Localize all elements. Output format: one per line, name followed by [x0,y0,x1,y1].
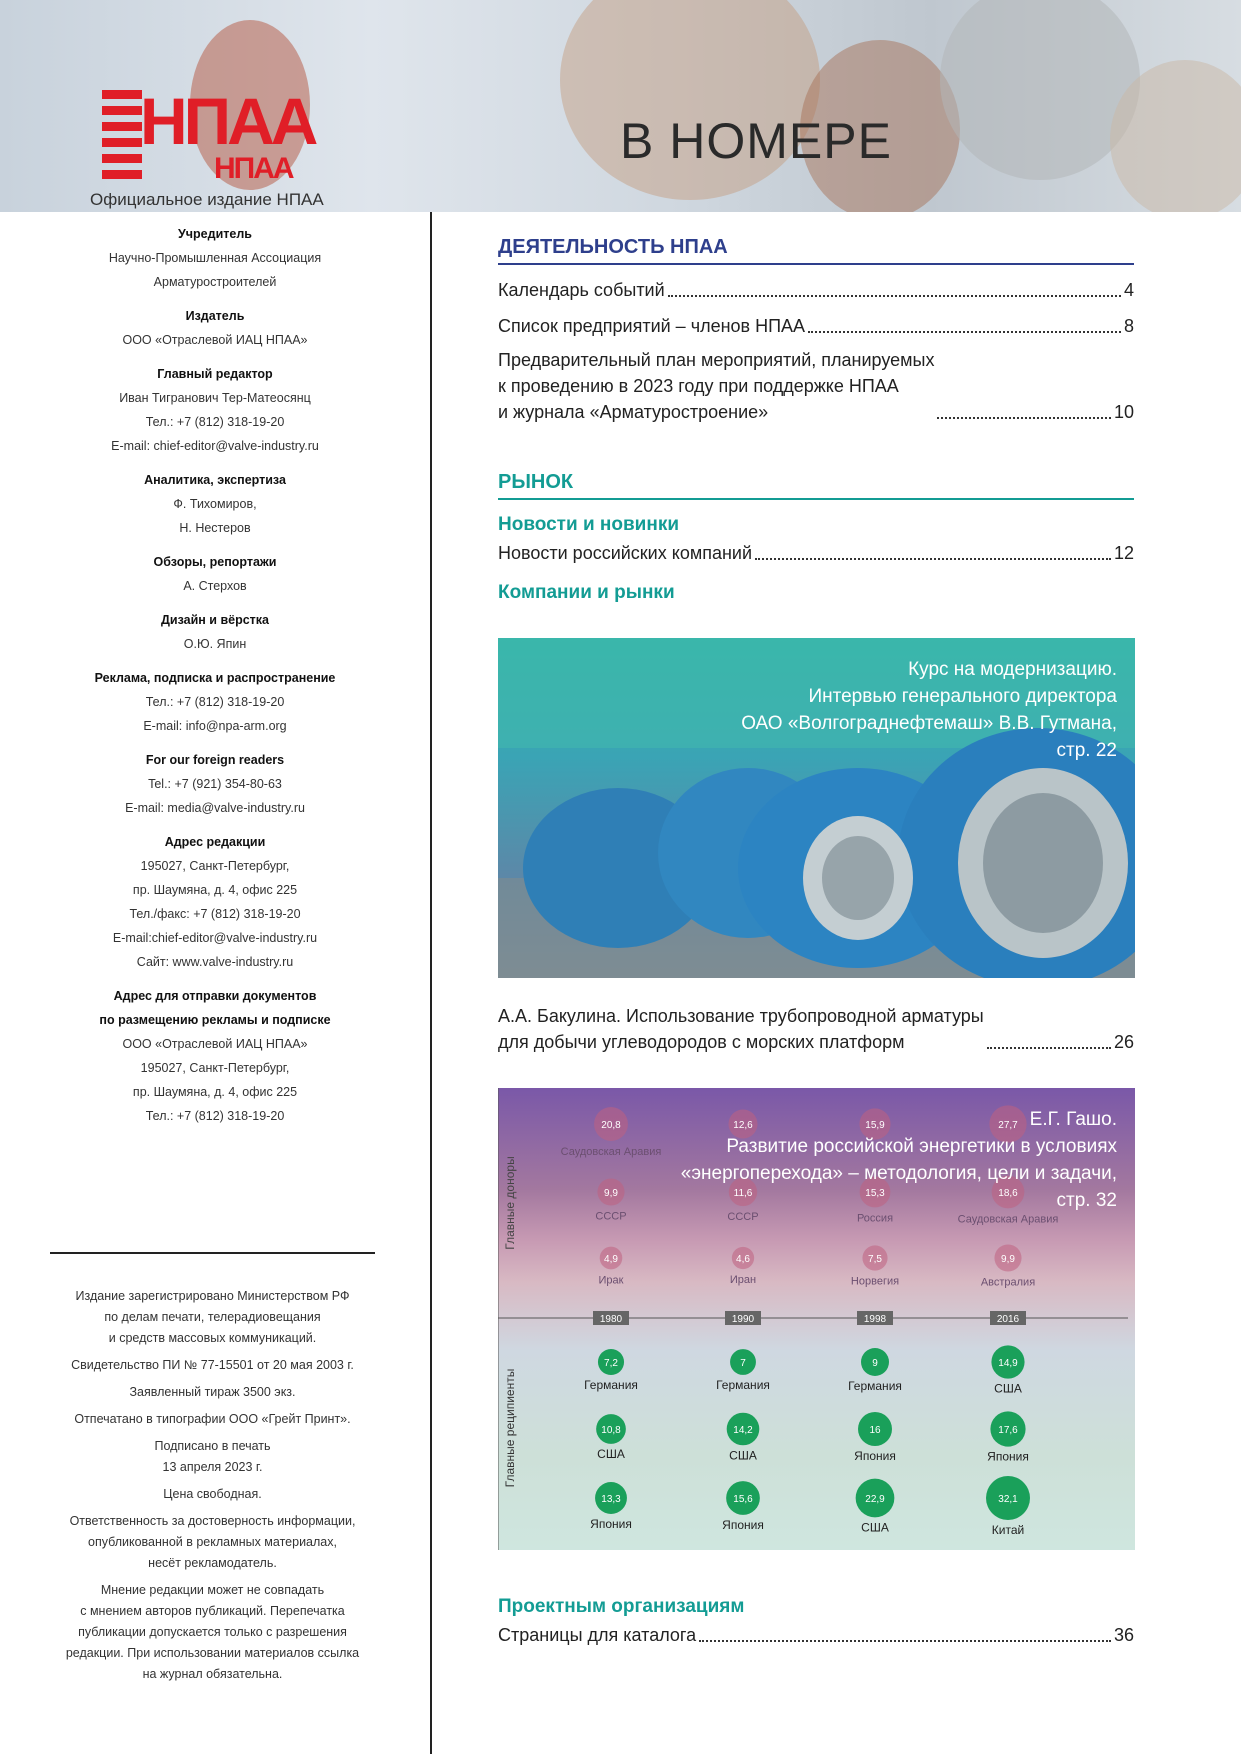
legal-paragraph: Мнение редакции может не совпадать с мнением авторов публикаций. Перепечатка публикации допускается только с разрешения редакции. При использовании материалов ссылка на журнал обязательна. [65,1583,360,1681]
imprint-heading: For our foreign readers [145,753,285,767]
toc-leader [808,331,1121,333]
donor-country: Россия [856,1212,894,1225]
interview-caption: Курс на модернизацию. Интервью генерального директора ОАО «Волгограднефтемаш» В.В. Гутмана, стр. 22 [741,659,1117,761]
donor-country: Саудовская Аравия [957,1213,1059,1226]
subsection-design-title: Проектным организациям [498,1596,745,1617]
toc-item[interactable] [498,540,1134,566]
year-label: 2016 [996,1314,1020,1325]
toc-item[interactable] [498,347,1134,425]
recipient-country: Япония [987,1449,1029,1464]
donor-value: 9,9 [604,1188,618,1199]
recipient-value: 17,6 [998,1425,1018,1436]
donor-value: 20,8 [601,1120,621,1131]
imprint-line: пр. Шаумяна, д. 4, офис 225 [132,883,298,897]
recipient-value: 32,1 [998,1494,1018,1505]
imprint-heading: Адрес для отправки документов по размещению рекламы и подписке [99,989,331,1027]
imprint-heading: Учредитель [178,227,252,241]
section-npaa-title: ДЕЯТЕЛЬНОСТЬ НПАА [498,236,1134,265]
section-market-title: РЫНОК [498,471,1134,500]
imprint-heading: Главный редактор [157,367,273,381]
recipient-country: Германия [584,1378,638,1393]
imprint-line: Сайт: www.valve-industry.ru [136,955,294,969]
imprint-line: E-mail: info@npa-arm.org [143,719,287,733]
imprint-line: Tel.: +7 (921) 354-80-63 [148,777,282,791]
donors-axis-label: Главные доноры [503,1156,517,1250]
imprint-heading: Издатель [185,309,245,323]
table-of-contents [498,236,1134,604]
imprint-line: Научно-Промышленная Ассоциация [108,251,322,265]
imprint-line: Тел.: +7 (812) 318-19-20 [145,415,285,429]
recipient-value: 9 [872,1358,878,1369]
toc-leader [755,558,1111,560]
toc-item-page: 10 [1113,402,1134,422]
toc-item-text: Предварительный план мероприятий, планируемых к проведению в 2023 году при поддержке НПАА и журнала «Арматуростроение» [498,350,935,422]
donor-value: 9,9 [1001,1254,1015,1265]
legal-paragraph: Цена свободная. [163,1487,262,1501]
year-label: 1980 [599,1314,623,1325]
donor-value: 7,5 [868,1254,882,1265]
toc-item-text: Календарь событий [498,280,665,300]
imprint-block [40,550,390,598]
legal-paragraph: Свидетельство ПИ № 77-15501 от 20 мая 2003 г. [71,1358,354,1372]
logo-subtitle: Официальное издание НПАА [90,190,324,209]
energy-feature-card[interactable] [498,1088,1135,1550]
banner-photo-shape [560,0,820,200]
imprint-line: E-mail:chief-editor@valve-industry.ru [112,931,318,945]
imprint-block [40,608,390,656]
recipient-value: 7 [740,1358,746,1369]
page-title: В НОМЕРЕ [620,113,892,169]
donor-country: Иран [729,1274,757,1287]
energy-caption: Е.Г. Гашо. Развитие российской энергетики в условиях «энергоперехода» – методология, цели и задачи, стр. 32 [680,1109,1117,1211]
imprint-line: ООО «Отраслевой ИАЦ НПАА» [122,333,308,347]
donor-country: Австралия [980,1276,1036,1289]
imprint-heading: Аналитика, экспертиза [144,473,286,487]
donor-value: 18,6 [998,1188,1018,1199]
imprint-heading: Обзоры, репортажи [153,555,277,569]
toc-leader [668,295,1121,297]
imprint-block [40,666,390,738]
legal-paragraph: Издание зарегистрировано Министерством РФ по делам печати, телерадиовещания и средств массовых коммуникаций. [75,1289,350,1345]
imprint-heading: Адрес редакции [164,835,266,849]
svg-text:НПАА: НПАА [214,152,293,182]
toc-item-text: Страницы для каталога [498,1625,697,1645]
recipient-country: США [597,1446,625,1461]
recipient-country: Япония [590,1516,632,1531]
recipient-value: 10,8 [601,1425,621,1436]
donor-country: СССР [727,1211,759,1224]
legal-paragraph: Подписано в печать 13 апреля 2023 г. [154,1439,271,1474]
imprint-line: E-mail: chief-editor@valve-industry.ru [111,439,319,453]
recipient-country: США [861,1520,889,1535]
recipient-country: Япония [854,1449,896,1463]
recipient-country: Китай [991,1522,1025,1537]
donor-value: 15,3 [865,1188,885,1199]
imprint-line: 195027, Санкт-Петербург, [140,859,290,873]
donor-value: 4,9 [604,1254,618,1265]
imprint-line: Тел.: +7 (812) 318-19-20 [145,1109,285,1123]
header-banner [0,0,1241,212]
toc-leader [699,1640,1111,1642]
section-design [498,1596,1134,1648]
toc-item-page: 36 [1113,1625,1134,1645]
toc-item-text: А.А. Бакулина. Использование трубопроводной арматуры для добычи углеводородов с морских платформ [498,1006,984,1052]
recipient-country: Япония [722,1517,764,1532]
imprint-line: 195027, Санкт-Петербург, [140,1061,290,1075]
imprint-line: пр. Шаумяна, д. 4, офис 225 [132,1085,298,1099]
toc-item[interactable] [498,1003,1134,1055]
svg-text:НПАА: НПАА [140,84,315,158]
toc-leader [937,417,1110,419]
donor-country: СССР [595,1210,627,1223]
toc-item-text: Новости российских компаний [498,543,753,563]
imprint-sidebar [40,212,390,1128]
imprint-block [40,468,390,540]
recipient-value: 15,6 [733,1494,753,1505]
legal-paragraph: Отпечатано в типографии ООО «Грейт Принт». [74,1412,351,1426]
imprint-divider [50,1252,375,1254]
recipient-country: США [994,1381,1022,1396]
recipient-country: Германия [848,1379,902,1393]
imprint-block [40,362,390,458]
imprint-line: Н. Нестеров [179,521,251,535]
toc-item[interactable] [498,1622,1134,1648]
recipient-value: 14,9 [998,1358,1018,1369]
imprint-block [40,984,390,1128]
toc-item-text: Список предприятий – членов НПАА [498,316,806,336]
recipient-country: Германия [716,1377,770,1392]
imprint-block [40,222,390,294]
toc-leader [987,1047,1111,1049]
imprint-line: О.Ю. Япин [183,637,247,651]
donor-country: Ирак [598,1274,624,1287]
donor-country: Норвегия [850,1275,900,1288]
toc-item[interactable] [498,277,1134,303]
recipient-value: 7,2 [604,1358,618,1369]
imprint-line: Арматуростроителей [153,275,277,289]
imprint-heading: Реклама, подписка и распространение [94,671,336,685]
donor-value: 27,7 [998,1120,1018,1131]
toc-item[interactable] [498,313,1134,339]
donor-value: 11,6 [733,1188,753,1199]
subsection-companies-title: Компании и рынки [498,582,675,603]
imprint-line: Тел.: +7 (812) 318-19-20 [145,695,285,709]
imprint-line: E-mail: media@valve-industry.ru [125,801,305,815]
donor-value: 12,6 [733,1120,753,1131]
recipient-value: 16 [869,1425,881,1436]
imprint-heading: Дизайн и вёрстка [160,613,269,627]
imprint-line: Тел./факс: +7 (812) 318-19-20 [129,907,301,921]
toc-item-page: 8 [1123,316,1134,336]
interview-feature-card[interactable] [498,638,1135,978]
column-divider [430,212,432,1754]
imprint-block [40,748,390,820]
recipient-value: 22,9 [865,1494,885,1505]
recipient-value: 14,2 [733,1425,753,1436]
donor-value: 4,6 [736,1254,750,1265]
toc-item-page: 12 [1113,543,1134,563]
year-label: 1990 [731,1314,755,1325]
toc-item-page: 26 [1113,1032,1134,1052]
donor-value: 15,9 [865,1120,885,1131]
imprint-block [40,304,390,352]
recipients-axis-label: Главные реципиенты [503,1368,517,1488]
recipient-value: 13,3 [601,1494,621,1505]
legal-paragraph: Ответственность за достоверность информации, опубликованной в рекламных материалах, несёт рекламодатель. [69,1514,356,1570]
imprint-line: ООО «Отраслевой ИАЦ НПАА» [122,1037,308,1051]
legal-paragraph: Заявленный тираж 3500 экз. [129,1385,296,1399]
recipient-country: США [729,1448,757,1463]
imprint-line: Ф. Тихомиров, [173,497,257,511]
npaa-logo [102,82,332,182]
subsection-news-title: Новости и новинки [498,514,680,535]
toc-item-page: 4 [1123,280,1134,300]
year-label: 1998 [863,1314,887,1325]
imprint-line: А. Стерхов [183,579,247,593]
imprint-block [40,830,390,974]
donor-country: Саудовская Аравия [560,1145,662,1158]
imprint-line: Иван Тигранович Тер-Матеосянц [119,391,311,405]
legal-notice [50,1286,375,1691]
